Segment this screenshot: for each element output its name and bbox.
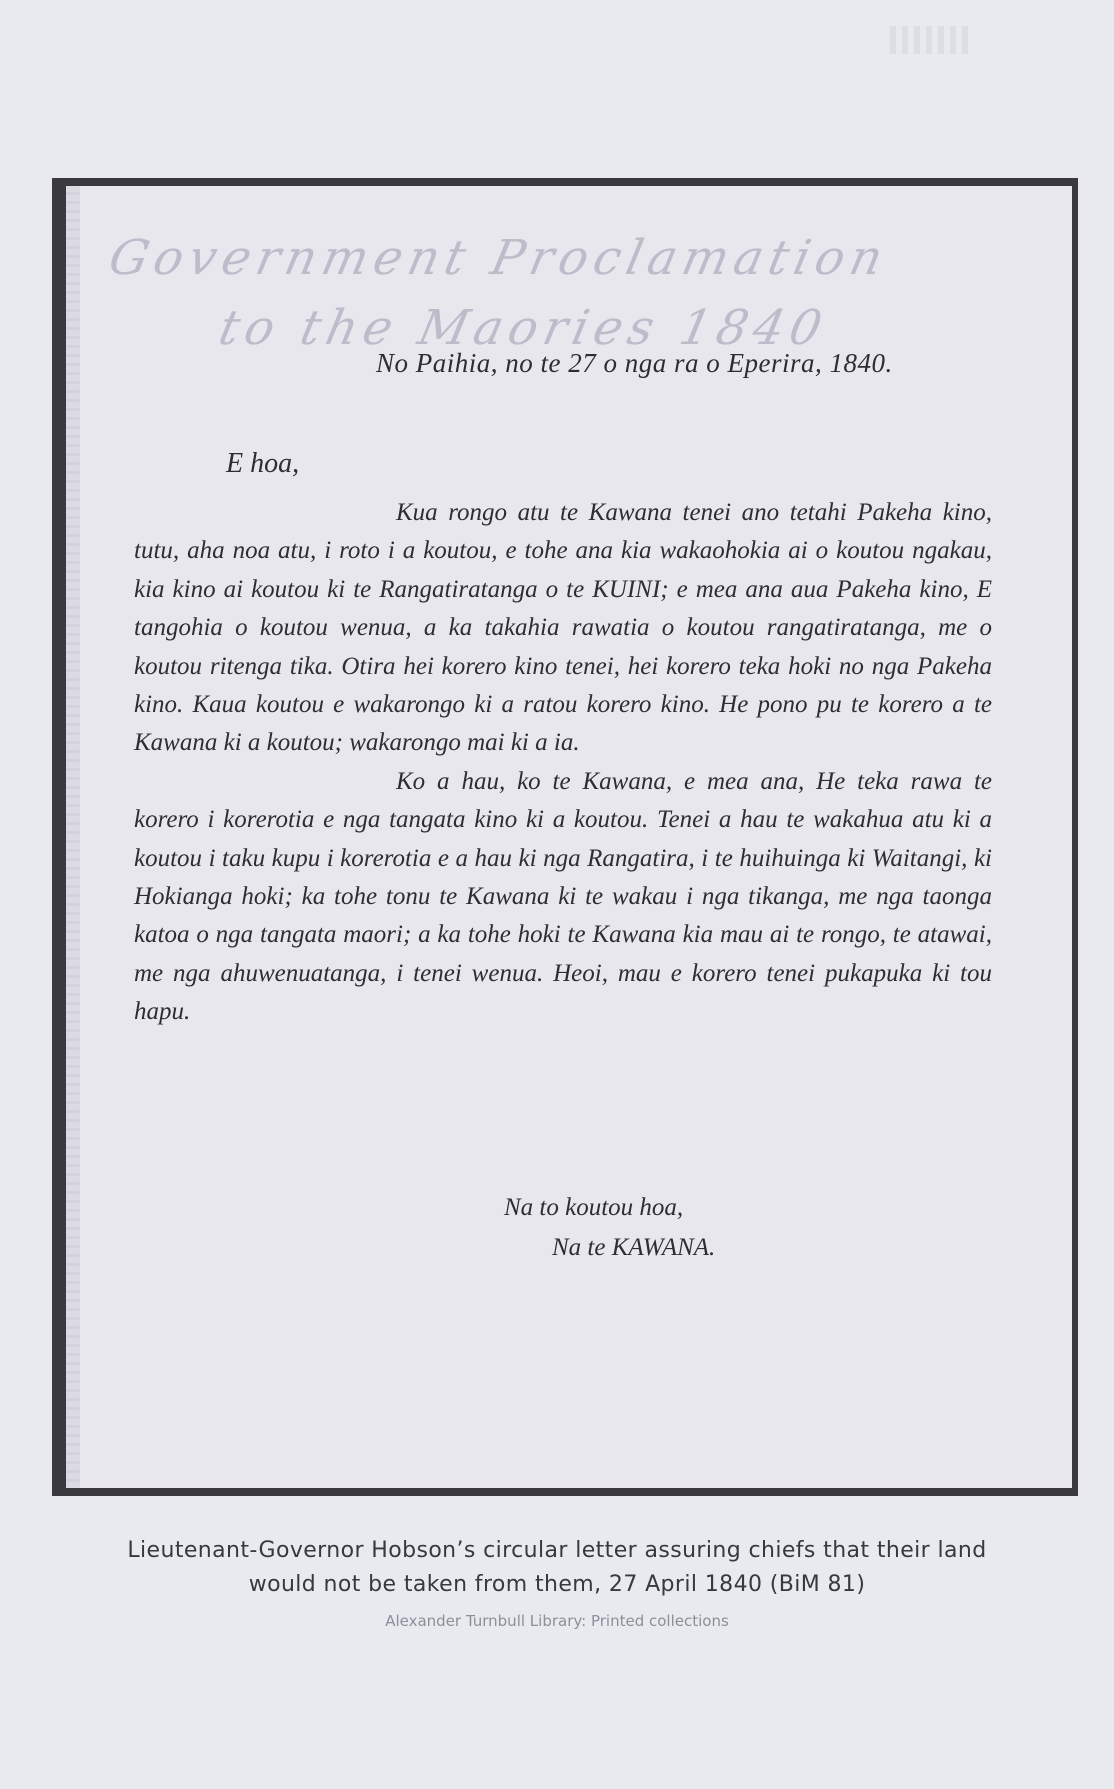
image-credit: Alexander Turnbull Library: Printed collections [385,1612,729,1630]
letter-paragraph-2: Ko a hau, ko te Kawana, e mea ana, He teka rawa te korero i korerotia e nga tangata kino ki a koutou. Tenei a hau te wakahua atu ki a koutou i taku kupu i korerotia e a hau ki nga Rangatira, i te huihuinga ki Waitangi, ki Hokianga hoki; ka tohe tonu te Kawana ki te wakau i nga tikanga, me nga taonga katoa o nga tangata maori; a ka tohe hoki te Kawana kia mau ai te rongo, te atawai, me nga ahuwenuatanga, i tenei wenua. Heoi, mau e korero tenei pukapuka ki tou hapu. [134,767,992,1026]
handwritten-note-line2: to the Maories 1840 [214,300,833,356]
binding-gutter [66,186,80,1488]
handwritten-annotation [100,212,894,356]
letter-body [134,494,992,1032]
letter-dateline: No Paihia, no te 27 o nga ra o Eperira, 1840. [376,348,893,378]
scanned-letter-frame [52,178,1078,1496]
letter-greeting: E hoa, [226,448,300,479]
handwritten-note-line1: Government Proclamation [104,230,894,286]
letter-signoff [504,1188,715,1268]
figure-caption: Lieutenant-Governor Hobson’s circular letter assuring chiefs that their land would not be taken from them, 27 April 1840 (BiM 81) [127,1538,987,1597]
letter-signature: Na te KAWANA. [552,1234,716,1261]
page-stamp [890,26,970,54]
letter-page [66,186,1072,1488]
letter-closing: Na to koutou hoa, [504,1194,684,1221]
letter-paragraph-1: Kua rongo atu te Kawana tenei ano tetahi Pakeha kino, tutu, aha noa atu, i roto i a koutou, e tohe ana kia wakaohokia ai o koutou ngakau, kia kino ai koutou ki te Rangatiratanga o te KUINI; e mea ana aua Pakeha kino, E tangohia o koutou wenua, a ka takahia rawatia o koutou rangatiratanga, me o koutou ritenga tika. Otira hei korero kino tenei, hei korero teka hoki no nga Pakeha kino. Kaua koutou e wakarongo ki a ratou korero kino. He pono pu te korero a te Kawana ki a koutou; wakarongo mai ki a ia. [134,499,992,757]
